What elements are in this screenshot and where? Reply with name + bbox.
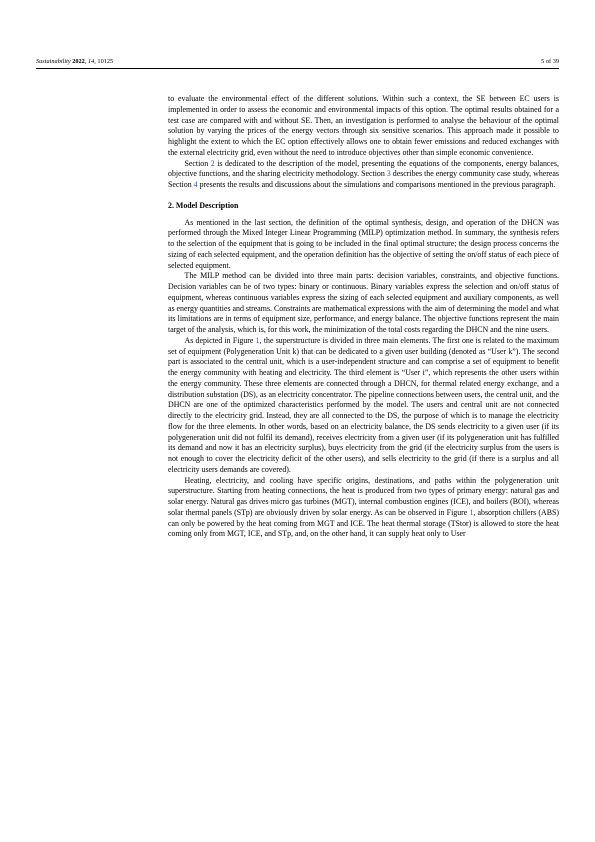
paragraph-intro-continued: to evaluate the environmental effect of the different solutions. Within such a context, the SE between EC users is implemented in order to assess the economic and environmental impacts of this option. The optimal results obtained for a test case are compared with and without SE. Then, an investigation is performed to analyse the behaviour of the optimal solution by varying the prices of the energy vectors through six sensitive scenarios. This approach made it possible to highlight the extent to which the EC option effectively allows one to obtain fewer emissions and reduced exchanges with the external electricity grid, even without the need to introduce objectives other than simple economic convenience.	[168, 94, 559, 157]
body-text	[168, 94, 559, 540]
paragraph-superstructure	[168, 336, 559, 476]
text-run: describes the energy community case study, whereas Section	[168, 169, 559, 189]
figure-1-link[interactable]: 1	[469, 507, 474, 517]
text-run: , the superstructure is divided in three main elements. The first one is related to the maximum set of equipment (Polygeneration Unit k) that can be dedicated to a given user building (denoted as “User k”). The second part is associated to the central unit, which is a user-independent structure and can comprise a set of equipment to benefit the energy community with heating and electricity. The third element is “User i”, which represents the other users within the energy community. These three elements are connected through a DHCN, for thermal related energy exchange, and a distribution substation (DS), as an electricity concentrator. The pipeline connections between users, the central unit, and the DHCN are one of the optimized characteristics performed by the model. The users and central unit are not connected directly to the electricity grid. Instead, they are all connected to the DS, the purpose of which is to manage the electricity flow for the three elements. In other words, based on an electricity balance, the DS sends electricity to a given user (if its polygeneration unit did not fulfil its demand), receives electricity from a given user (if its polygeneration unit has fulfilled its demand and now it has an electricity surplus), buys electricity from the grid (if the electricity surplus from the users is not enough to cover the electricity deficit of the other users), and sells electricity to the grid (if there is a surplus and all electricity users demands are covered).	[168, 335, 559, 474]
journal-citation: Sustainability 2022, 14, 10125	[36, 58, 114, 65]
text-run: As depicted in Figure	[184, 335, 256, 345]
text-run: Heating, electricity, and cooling have specific origins, destinations, and paths within the polygeneration unit superstructure. Starting from heating connections, the heat is produced from two types of primary energy: natural gas and solar energy. Natural gas drives micro gas turbines (MGT), internal combustion engines (ICE), and boilers (BOI), whereas solar thermal panels (STp) are obviously driven by solar energy. As can be observed in Figure	[168, 475, 559, 517]
text-run: presents the results and discussions about the simulations and comparisons mentioned in the previous paragraph.	[197, 180, 556, 189]
paragraph-milp-overview: As mentioned in the last section, the definition of the optimal synthesis, design, and operation of the DHCN was performed through the Mixed Integer Linear Programming (MILP) optimization method. In summary, the synthesis refers to the selection of the equipment that is going to be included in the final optimal structure; the design process concerns the sizing of each selected equipment, and the operation definition has the objective of setting the on/off status of each piece of selected equipment.	[168, 217, 559, 270]
page-number: 5 of 39	[541, 58, 559, 65]
section-heading: 2. Model Description	[168, 200, 239, 210]
article-number: 10125	[97, 58, 114, 65]
text-run: is dedicated to the description of the model, presenting the equations of the components, energy balances, objective functions, and the sharing electricity methodology. Section	[168, 158, 559, 179]
paragraph-section-overview	[168, 159, 559, 191]
text-run: Section	[184, 158, 211, 168]
section-3-link[interactable]: 3	[386, 169, 391, 179]
figure-1-link[interactable]: 1	[255, 335, 260, 345]
section-4-link[interactable]: 4	[193, 180, 198, 189]
header-rule	[36, 68, 559, 69]
journal-volume: 14	[87, 58, 95, 65]
text-run: , absorption chillers (ABS) can only be powered by the heat coming from MGT and ICE. The heat thermal storage (TStor) is allowed to store the heat coming only from MGT, ICE, and STp, and, on the other hand, it can supply heat only to User	[168, 507, 559, 539]
paragraph-milp-parts: The MILP method can be divided into three main parts: decision variables, constraints, and objective functions. Decision variables can be of two types: binary or continuous. Binary variables express the selection and on/off status of equipment, whereas continuous variables express the sizing of each selected equipment and auxiliary components, as well as energy quantities and streams. Constraints are mathematical expressions with the aim of determining the model and what its limitations are in terms of equipment size, performance, and energy balance. The objective functions represent the main target of the analysis, which is, for this work, the minimization of the total costs regarding the DHCN and the nine users.	[168, 271, 559, 334]
section-2-link[interactable]: 2	[210, 158, 215, 168]
paragraph-energy-paths	[168, 476, 559, 541]
running-header	[36, 58, 559, 66]
journal-year: 2022	[72, 58, 85, 65]
journal-name: Sustainability	[36, 58, 71, 65]
